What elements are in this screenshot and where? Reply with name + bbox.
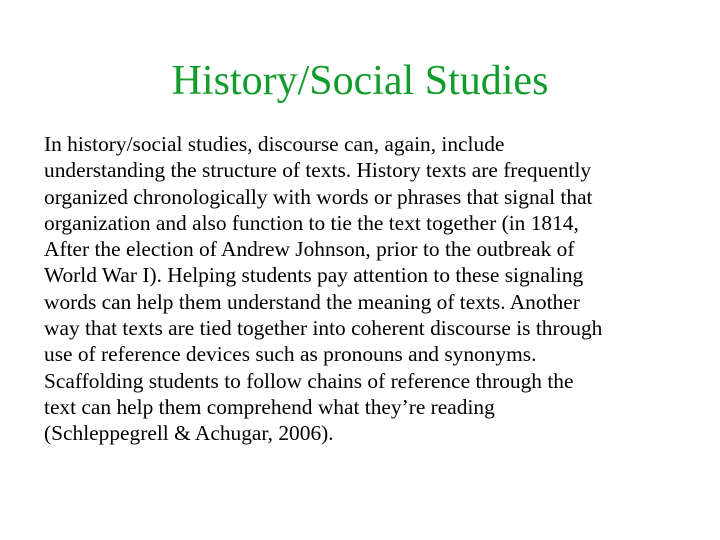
body-text-line: use of reference devices such as pronouns and synonyms. bbox=[44, 342, 537, 367]
body-text-line: (Schleppegrell & Achugar, 2006). bbox=[44, 421, 334, 446]
body-text-line: Scaffolding students to follow chains of reference through the bbox=[44, 368, 574, 393]
slide-title: History/Social Studies bbox=[171, 58, 549, 104]
slide-body-text bbox=[44, 131, 602, 447]
body-text-line: In history/social studies, discourse can, again, include bbox=[44, 132, 505, 156]
body-text-line: way that texts are tied together into coherent discourse is through bbox=[44, 316, 603, 341]
body-text-line: text can help them comprehend what they’re reading bbox=[44, 394, 495, 419]
body-text-line: organization and also function to tie the text together (in 1814, bbox=[44, 210, 579, 235]
body-text-line: After the election of Andrew Johnson, prior to the outbreak of bbox=[44, 237, 575, 262]
body-text-line: organized chronologically with words or phrases that signal that bbox=[44, 184, 593, 209]
body-text-line: understanding the structure of texts. History texts are frequently bbox=[44, 158, 592, 183]
body-text-line: words can help them understand the meaning of texts. Another bbox=[44, 289, 580, 314]
body-text-line: World War I). Helping students pay attention to these signaling bbox=[44, 263, 584, 288]
